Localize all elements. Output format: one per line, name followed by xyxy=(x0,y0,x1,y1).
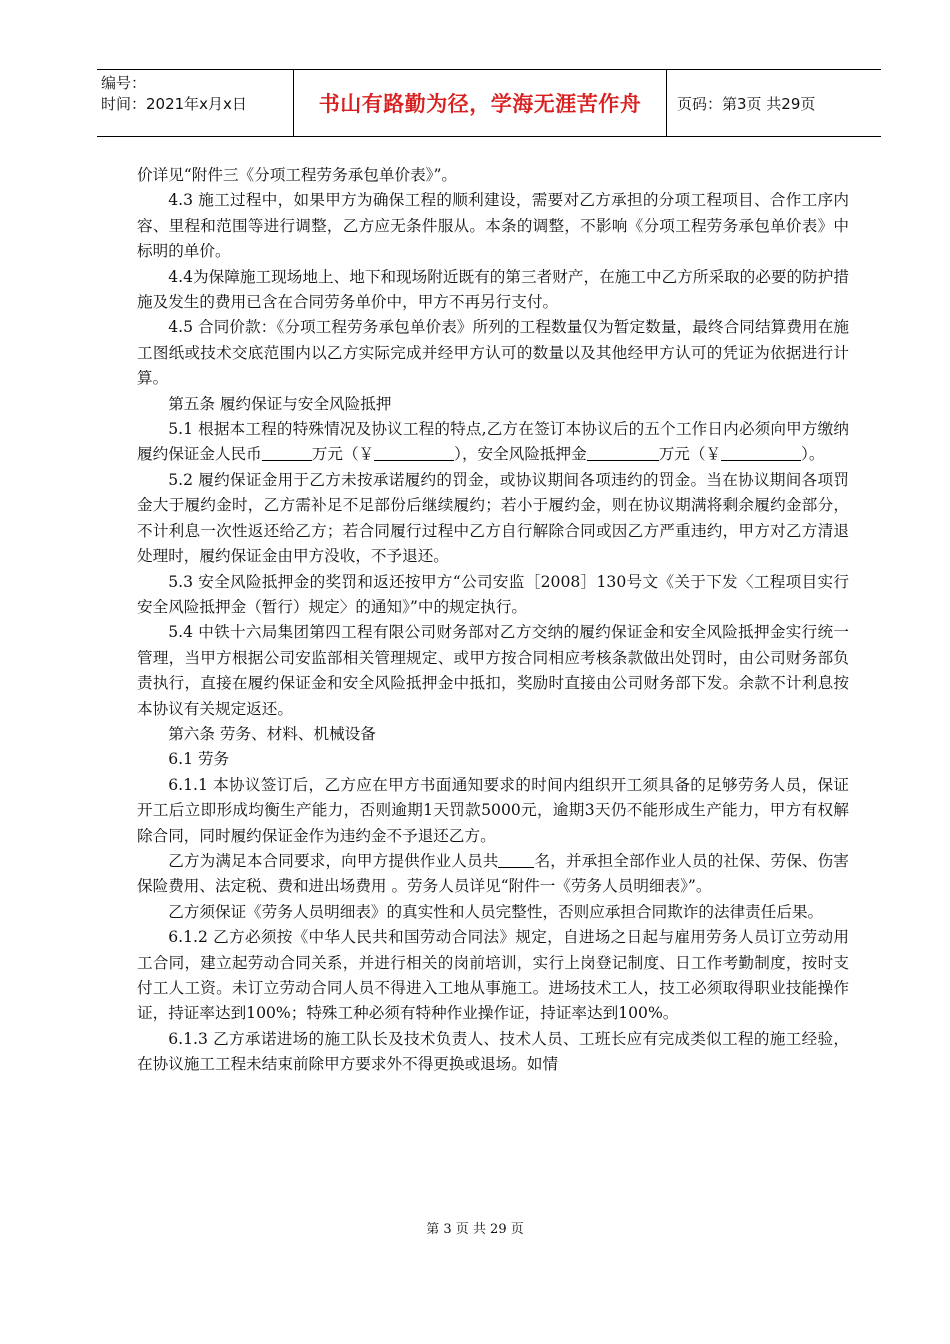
blank-underline xyxy=(587,445,659,462)
paragraph xyxy=(137,417,849,468)
text-run: 万元（￥ xyxy=(658,445,722,464)
paragraph: 价详见“附件三《分项工程劳务承包单价表》”。 xyxy=(137,166,458,184)
blank-underline xyxy=(721,445,801,462)
paragraph: 5.2 履约保证金用于乙方未按承诺履约的罚金，或协议期间各项违约的罚金。当在协议期间各项罚金大于履约金时，乙方需补足不足部份后继续履约；若小于履约金，则在协议期满将剩余履约金部分，不计利息一次性返还给乙方；若合同履行过程中乙方自行解除合同或因乙方严重违约，甲方对乙方清退处理时，履约保证金由甲方没收，不予退还。 xyxy=(137,470,849,566)
section-heading: 第六条 劳务、材料、机械设备 xyxy=(168,724,376,743)
text-run: ），安全风险抵押金 xyxy=(454,445,587,464)
document-body xyxy=(137,163,849,1078)
document-time-label: 时间：2021年x月x日 xyxy=(101,95,247,113)
paragraph: 6.1.3 乙方承诺进场的施工队长及技术负责人、技术人员、工班长应有完成类似工程的施工经验，在协议施工工程未结束前除甲方要求外不得更换或退场。如情 xyxy=(137,1029,849,1074)
paragraph: 5.4 中铁十六局集团第四工程有限公司财务部对乙方交纳的履约保证金和安全风险抵押金实行统一管理，当甲方根据公司安监部相关管理规定、或甲方按合同相应考核条款做出处罚时，由公司财务部负责执行，直接在履约保证金和安全风险抵押金中抵扣，奖励时直接由公司财务部下发。余款不计利息按本协议有关规定返还。 xyxy=(137,623,849,718)
blank-underline xyxy=(262,445,312,462)
text-run: ）。 xyxy=(801,445,825,464)
text-run: 名，并承担全部作业人员的社保、劳保、伤害保险费用、法定税、费和进出场费用 。劳务人员详见“附件一《劳务人员明细表》”。 xyxy=(137,851,849,896)
page-footer: 第 3 页 共 29 页 xyxy=(426,1222,524,1237)
paragraph: 6.1.1 本协议签订后，乙方应在甲方书面通知要求的时间内组织开工须具备的足够劳务人员，保证开工后立即形成均衡生产能力，否则逾期1天罚款5000元，逾期3天仍不能形成生产能力，甲方有权解除合同，同时履约保证金作为违约金不予退还乙方。 xyxy=(137,775,849,845)
paragraph: 4.5 合同价款：《分项工程劳务承包单价表》所列的工程数量仅为暂定数量，最终合同结算费用在施工图纸或技术交底范围内以乙方实际完成并经甲方认可的数量以及其他经甲方认可的凭证为依据进行计算。 xyxy=(137,318,849,388)
document-number-label: 编号： xyxy=(101,74,147,92)
paragraph xyxy=(137,849,849,900)
page-header xyxy=(97,69,881,137)
header-meta xyxy=(97,70,293,136)
text-run: 5.1 根据本工程的特殊情况及协议工程的特点,乙方在签订本协议后的五个工作日内必须向甲方缴纳履约保证金人民币 xyxy=(137,420,849,464)
text-run: 乙方为满足本合同要求，向甲方提供作业人员共 xyxy=(168,851,499,870)
subsection-heading: 6.1 劳务 xyxy=(168,750,230,769)
header-motto: 书山有路勤为径，学海无涯苦作舟 xyxy=(293,70,667,136)
paragraph: 5.3 安全风险抵押金的奖罚和返还按甲方“公司安监［2008］130号文《关于下发〈工程项目实行安全风险抵押金（暂行）规定〉的通知》”中的规定执行。 xyxy=(137,572,849,616)
paragraph: 4.3 施工过程中，如果甲方为确保工程的顺利建设，需要对乙方承担的分项工程项目、合作工序内容、里程和范围等进行调整，乙方应无条件服从。本条的调整，不影响《分项工程劳务承包单价表》中标明的单价。 xyxy=(137,191,849,261)
paragraph: 4.4为保障施工现场地上、地下和现场附近既有的第三者财产，在施工中乙方所采取的必要的防护措施及发生的费用已含在合同劳务单价中，甲方不再另行支付。 xyxy=(137,267,849,312)
header-page-label: 页码：第3页 共29页 xyxy=(677,94,816,113)
paragraph: 乙方须保证《劳务人员明细表》的真实性和人员完整性，否则应承担合同欺诈的法律责任后果。 xyxy=(168,902,824,921)
paragraph: 6.1.2 乙方必须按《中华人民共和国劳动合同法》规定，自进场之日起与雇用劳务人员订立劳动用工合同，建立起劳动合同关系，并进行相关的岗前培训，实行上岗登记制度、日工作考勤制度，按时支付工人工资。未订立劳动合同人员不得进入工地从事施工。进场技术工人，技工必须取得职业技能操作证，持证率达到100%；特殊工种必须有特种作业操作证，持证率达到100%。 xyxy=(137,928,849,1023)
blank-underline xyxy=(374,445,454,462)
section-heading: 第五条 履约保证与安全风险抵押 xyxy=(168,394,392,413)
blank-underline xyxy=(498,851,534,868)
text-run: 万元（￥ xyxy=(311,445,375,464)
